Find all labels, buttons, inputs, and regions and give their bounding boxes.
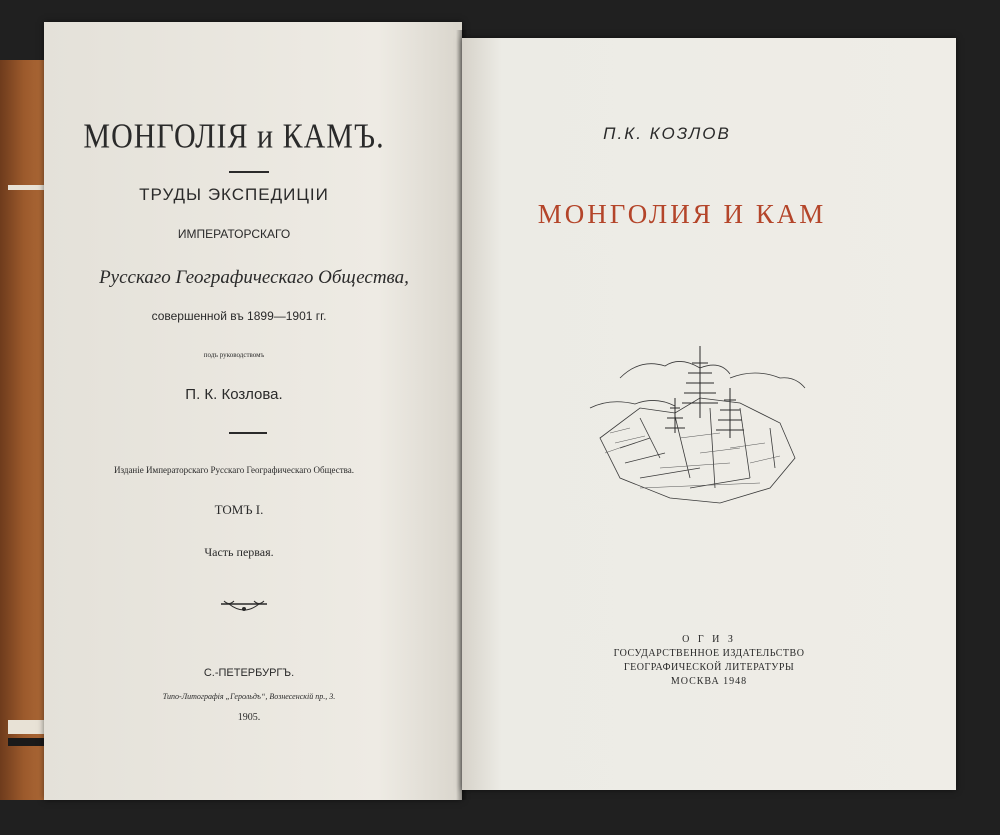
right-imprint4: МОСКВА 1948 <box>670 676 748 687</box>
left-city: С.-ПЕТЕРБУРГЪ. <box>203 667 295 679</box>
mountain-landscape-illustration <box>580 338 810 508</box>
left-printer: Типо-Литографія „Герольдъ“, Вознесенскій пр., 3. <box>162 692 336 701</box>
title-rule <box>229 171 269 173</box>
right-imprint2: ГОСУДАРСТВЕННОЕ ИЗДАТЕЛЬСТВО <box>613 648 805 659</box>
left-volume: ТОМЪ I. <box>214 502 264 517</box>
left-subtitle: ТРУДЫ ЭКСПЕДИЦІИ <box>139 185 329 204</box>
left-part: Часть первая. <box>204 545 274 559</box>
author-rule <box>229 432 267 434</box>
left-page <box>44 22 462 800</box>
right-title: МОНГОЛИЯ И КАМ <box>537 199 827 229</box>
left-author: П. К. Козлова. <box>185 386 283 403</box>
right-page <box>462 38 956 790</box>
right-author: П.К. КОЗЛОВ <box>603 124 731 143</box>
ornament-icon <box>219 598 269 616</box>
left-title: МОНГОЛІЯ и КАМЪ. <box>83 117 385 156</box>
left-line5: совершенной въ 1899—1901 гг. <box>151 309 327 323</box>
left-publisher-line: Изданіе Императорскаго Русскаго Географическаго Общества. <box>113 465 355 475</box>
left-line6: подъ руководствомъ <box>203 351 265 359</box>
right-imprint1: О Г И З <box>682 634 736 645</box>
left-line4: Русскаго Географическаго Общества, <box>99 267 409 288</box>
left-line3: ИМПЕРАТОРСКАГО <box>177 227 291 241</box>
right-imprint3: ГЕОГРАФИЧЕСКОЙ ЛИТЕРАТУРЫ <box>623 662 795 673</box>
left-year: 1905. <box>237 712 261 723</box>
